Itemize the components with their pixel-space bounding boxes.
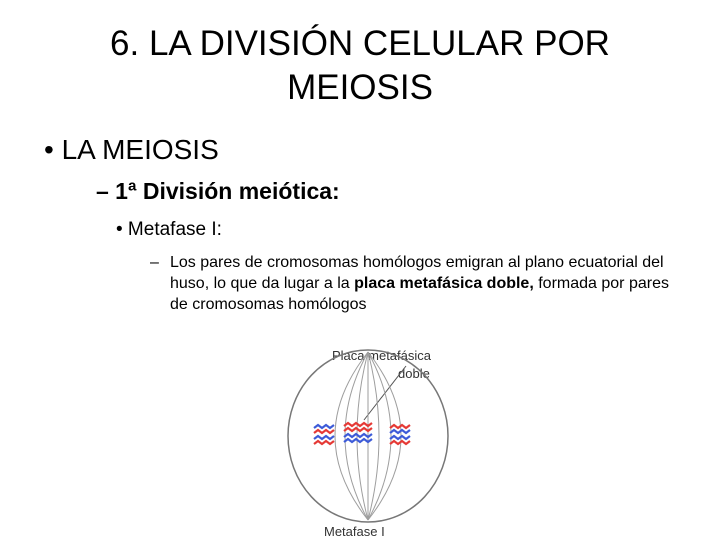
- figure-label-line-1: Placa metafásica: [332, 348, 431, 363]
- bullet-primera-division: – 1ª División meiótica:: [96, 178, 340, 204]
- paragraph-bold: placa metafásica doble,: [354, 275, 534, 292]
- chromosome-pair-left: [314, 425, 334, 444]
- bullet-la-meiosis: • LA MEIOSIS: [44, 134, 219, 165]
- paragraph-part-1: Los pares de cromosomas homólogos emigran al plano ecuatorial del huso, lo que da lugar a la: [170, 254, 664, 292]
- bullet-metafase-i: • Metafase I:: [116, 219, 222, 240]
- title-line-2: MEIOSIS: [287, 68, 433, 107]
- slide-title: [40, 22, 680, 110]
- title-line-1: 6. LA DIVISIÓN CELULAR POR: [110, 24, 610, 63]
- paragraph-part-2: formada por pares de cromosomas homólogos: [170, 275, 669, 313]
- paragraph-description: [150, 252, 675, 315]
- metaphase-figure: [280, 340, 460, 540]
- figure-caption: Metafase I: [324, 524, 385, 539]
- paragraph-text: [150, 252, 675, 315]
- figure-label-line-2: doble: [398, 366, 430, 381]
- chromosome-pair-right: [390, 425, 410, 444]
- dash-marker: –: [150, 254, 159, 271]
